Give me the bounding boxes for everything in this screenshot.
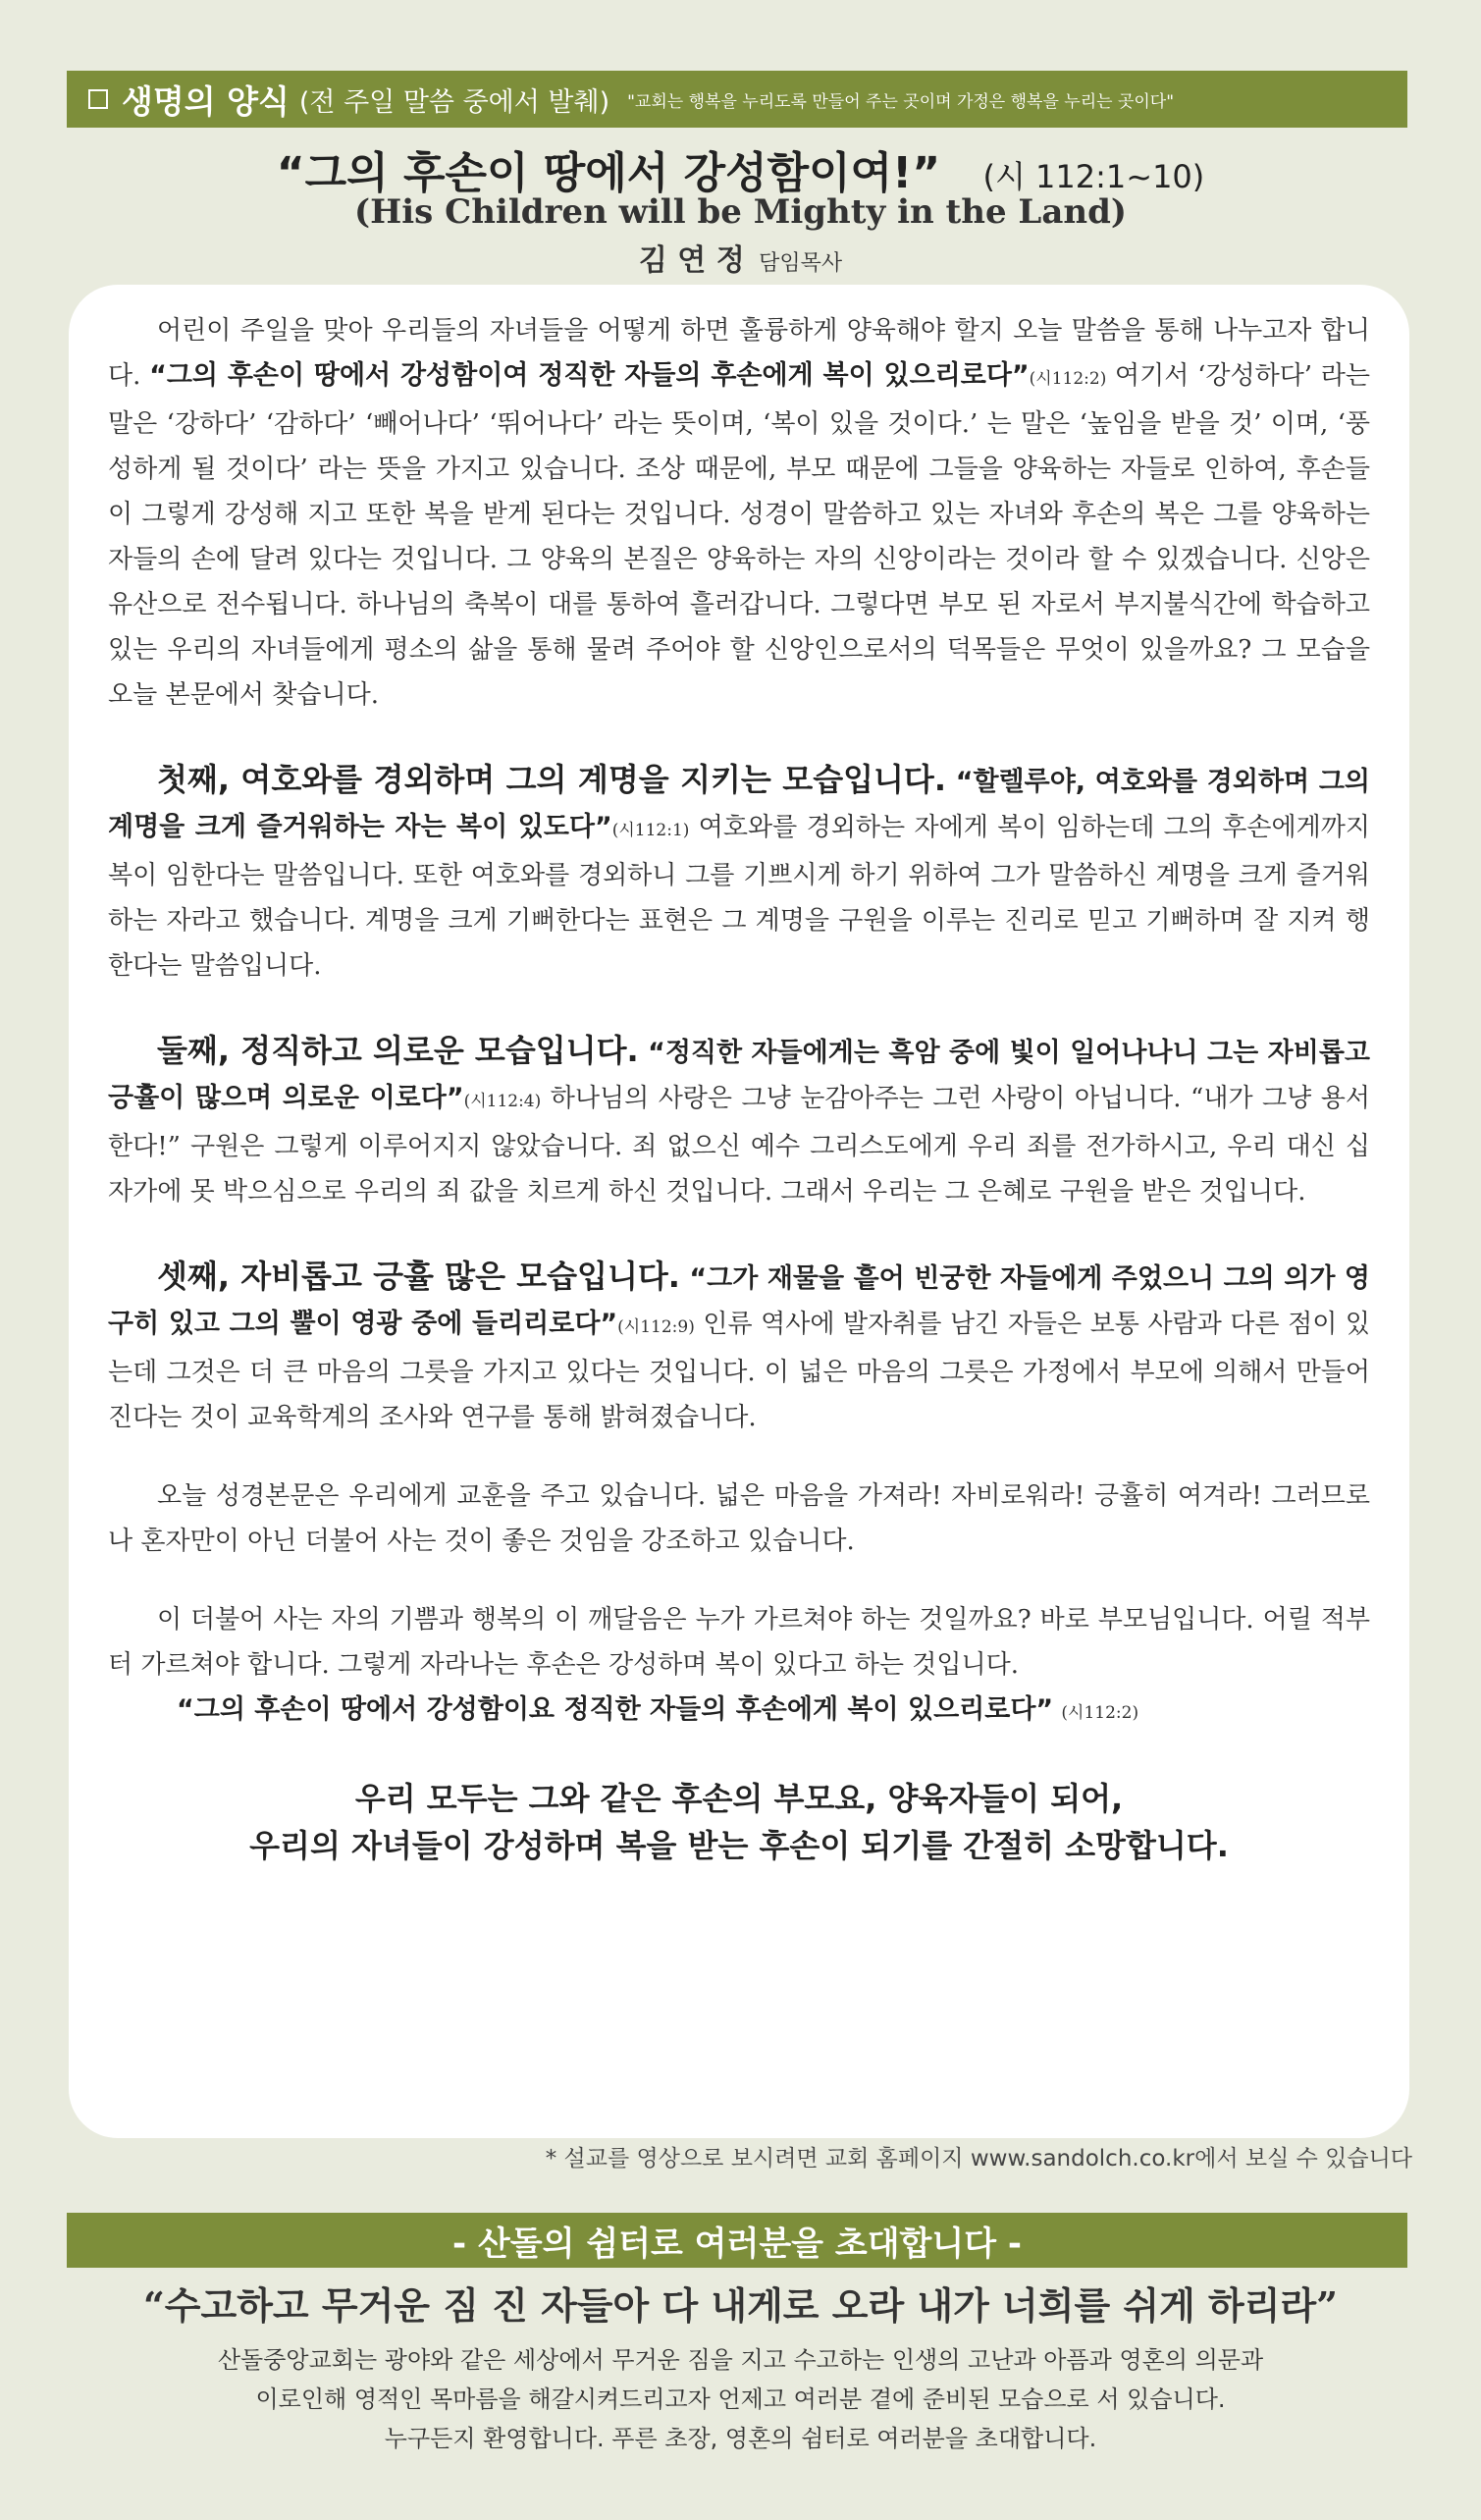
first-point-heading: 첫째, 여호와를 경외하며 그의 계명을 지키는 모습입니다. <box>157 761 946 798</box>
section-header-bar <box>67 71 1407 128</box>
closing-prayer <box>108 1775 1370 1869</box>
closing-line-2: 우리의 자녀들이 강성하며 복을 받는 후손이 되기를 간절히 소망합니다. <box>249 1827 1229 1864</box>
second-point-ref: (시112:4) <box>463 1092 542 1111</box>
church-motto: "교회는 행복을 누리도록 만들어 주는 곳이며 가정은 행복을 누리는 곳이다" <box>627 91 1175 112</box>
paragraph-intro <box>108 308 1370 718</box>
intro-text-cont: 여기서 ‘강성하다’ 라는 말은 ‘강하다’ ‘감하다’ ‘빼어나다’ ‘뛰어나다’ 라는 뜻이며, ‘복이 있을 것이다.’ 는 말은 ‘높임을 받을 것’ 이며, ‘풍성하게 될 것이다’ 라는 뜻을 가지고 있습니다. 조상 때문에, 부모 때문에 그들을 양육하는 자들로 인하여, 후손들이 그렇게 강성해 지고 또한 복을 받게 된다는 것입니다. 성경이 말씀하고 있는 자녀와 후손의 복은 그를 양육하는 자들의 손에 달려 있다는 것입니다. 그 양육의 본질은 양육하는 자의 신앙이라는 것이라 할 수 있겠습니다. 신앙은 유산으로 전수됩니다. 하나님의 축복이 대를 통하여 흘러갑니다. 그렇다면 부모 된 자로서 부지불식간에 학습하고 있는 우리의 자녀들에게 평소의 삶을 통해 물려 주어야 할 신앙인으로서의 덕목들은 무엇이 있을까요? 그 모습을 오늘 본문에서 찾습니다. <box>108 361 1370 710</box>
second-point-text: 하나님의 사랑은 그냥 눈감아주는 그런 사랑이 아닙니다. “내가 그냥 용서한다!” 구원은 그렇게 이루어지지 않았습니다. 죄 없으신 예수 그리스도에게 우리 죄를 전가하시고, 우리 대신 십자가에 못 박으심으로 우리의 죄 값을 치르게 하신 것입니다. 그래서 우리는 그 은혜로 구원을 받은 것입니다. <box>108 1084 1370 1206</box>
invite-text <box>0 2340 1481 2458</box>
paragraph-second-point <box>108 1028 1370 1214</box>
closing-quote-ref: (시112:2) <box>1061 1703 1139 1723</box>
paragraph-parents: 이 더불어 사는 자의 기쁨과 행복의 이 깨달음은 누가 가르쳐야 하는 것일까요? 바로 부모님입니다. 어릴 적부터 가르쳐야 합니다. 그렇게 자라나는 후손은 강성하며 복이 있다고 하는 것입니다. <box>108 1605 1370 1680</box>
author-line <box>0 236 1481 279</box>
second-point-quote: “정직한 자들에게는 흑암 중에 빛이 일어나나니 그는 자비롭고 긍휼이 많으며 의로운 이로다” <box>108 1038 1370 1113</box>
video-notice: * 설교를 영상으로 보시려면 교회 홈페이지 www.sandolch.co.kr에서 보실 수 있습니다 <box>545 2146 1412 2171</box>
third-point-quote: “그가 재물을 흩어 빈궁한 자들에게 주었으니 그의 의가 영구히 있고 그의 뿔이 영광 중에 들리리로다” <box>108 1263 1370 1339</box>
closing-quote: “그의 후손이 땅에서 강성함이요 정직한 자들의 후손에게 복이 있으리로다” <box>177 1694 1054 1725</box>
invite-banner: - 산돌의 쉼터로 여러분을 초대합니다 - <box>67 2213 1407 2268</box>
scripture-reference: (시 112:1~10) <box>982 158 1205 195</box>
closing-line-1: 우리 모두는 그와 같은 후손의 부모요, 양육자들이 되어, <box>354 1780 1124 1817</box>
intro-quote: “그의 후손이 땅에서 강성함이여 정직한 자들의 후손에게 복이 있으리로다” <box>149 360 1030 391</box>
second-point-heading: 둘째, 정직하고 의로운 모습입니다. <box>157 1032 639 1069</box>
intro-text: 어린이 주일을 맞아 우리들의 자녀들을 어떻게 하면 훌륭하게 양육해야 할지 오늘 말씀을 통해 나누고자 합니다. <box>108 316 1370 391</box>
first-point-quote: “할렐루야, 여호와를 경외하며 그의 계명을 크게 즐거워하는 자는 복이 있도다” <box>108 767 1370 842</box>
intro-ref: (시112:2) <box>1029 369 1107 389</box>
paragraph-third-point <box>108 1254 1370 1440</box>
sermon-title-line <box>0 137 1481 200</box>
first-point-ref: (시112:1) <box>611 821 690 840</box>
paragraph-first-point <box>108 757 1370 989</box>
paragraph-lesson: 오늘 성경본문은 우리에게 교훈을 주고 있습니다. 넓은 마음을 가져라! 자비로워라! 긍휼히 여겨라! 그러므로 나 혼자만이 아닌 더불어 사는 것이 좋은 것임을 강조하고 있습니다. <box>108 1481 1370 1556</box>
third-point-ref: (시112:9) <box>617 1317 695 1337</box>
sermon-title-english: (His Children will be Mighty in the Land) <box>354 192 1127 232</box>
invite-line-2: 이로인해 영적인 목마름을 해갈시켜드리고자 언제고 여러분 곁에 준비된 모습으로 서 있습니다. <box>255 2386 1226 2413</box>
author-name: 김 연 정 <box>638 243 745 278</box>
invite-quote: “수고하고 무거운 짐 진 자들아 다 내게로 오라 내가 너희를 쉬게 하리라” <box>142 2283 1339 2328</box>
invite-line-1: 산돌중앙교회는 광야와 같은 세상에서 무거운 짐을 지고 수고하는 인생의 고난과 아픔과 영혼의 의문과 <box>217 2346 1264 2374</box>
first-point-text: 여호와를 경외하는 자에게 복이 임하는데 그의 후손에게까지 복이 임한다는 말씀입니다. 또한 여호와를 경외하니 그를 기쁘시게 하기 위하여 그가 말씀하신 계명을 크게 즐거워하는 자라고 했습니다. 계명을 크게 기뻐한다는 표현은 그 계명을 구원을 이루는 진리로 믿고 기뻐하며 잘 지켜 행한다는 말씀입니다. <box>108 813 1370 981</box>
section-subtitle: (전 주일 말씀 중에서 발췌) <box>298 86 610 118</box>
section-title: 생명의 양식 <box>122 81 290 121</box>
checkbox-square-icon <box>88 89 108 109</box>
third-point-text: 인류 역사에 발자취를 남긴 자들은 보통 사람과 다른 점이 있는데 그것은 더 큰 마음의 그릇을 가지고 있다는 것입니다. 이 넓은 마음의 그릇은 가정에서 부모에 의해서 만들어진다는 것이 교육학계의 조사와 연구를 통해 밝혀졌습니다. <box>108 1310 1370 1432</box>
invite-line-3: 누구든지 환영합니다. 푸른 초장, 영혼의 쉼터로 여러분을 초대합니다. <box>384 2425 1097 2452</box>
sermon-body-panel <box>69 285 1409 2138</box>
paragraph-closing-quote <box>108 1688 1370 1736</box>
author-role: 담임목사 <box>759 251 843 276</box>
sermon-title: “그의 후손이 땅에서 강성함이여!” <box>276 148 941 198</box>
third-point-heading: 셋째, 자비롭고 긍휼 많은 모습입니다. <box>157 1258 680 1295</box>
